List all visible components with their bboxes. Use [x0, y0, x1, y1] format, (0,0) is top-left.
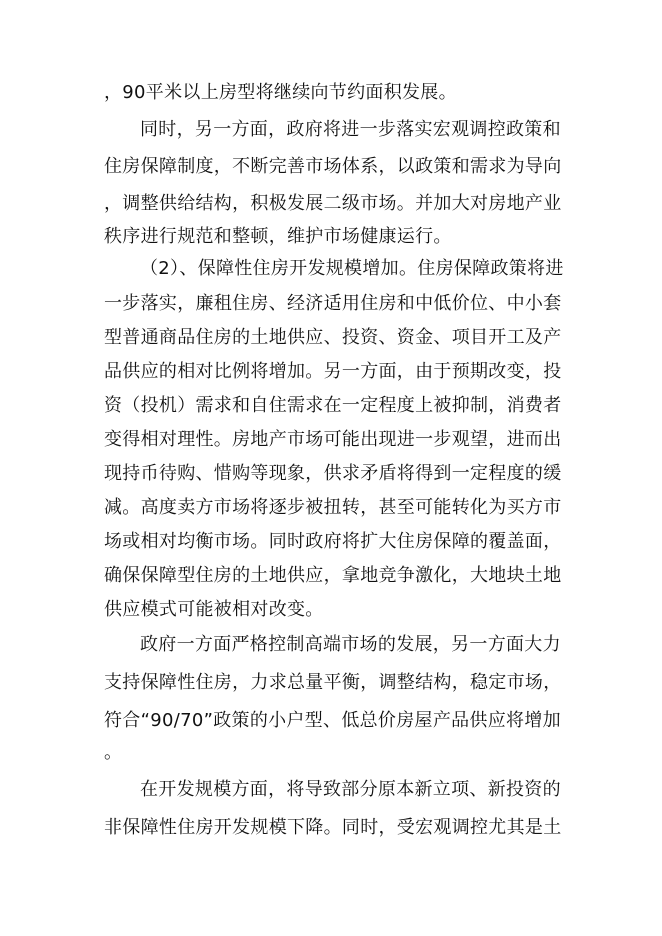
paragraph-start-line: 政府一方面严格控制高端市场的发展，另一方面大力: [140, 634, 561, 655]
text-line: 。: [104, 742, 123, 763]
text-line: 型普通商品住房的土地供应、投资、资金、项目开工及产: [104, 327, 562, 348]
text-line: 确保保障型住房的土地供应，拿地竞争激化，大地块土地: [104, 565, 562, 586]
paragraph-start-line: 同时，另一方面，政府将进一步落实宏观调控政策和: [140, 119, 561, 140]
text-line: 现持币待购、惜购等现象，供求矛盾将得到一定程度的缓: [104, 463, 562, 484]
text-line: 符合“90/70”政策的小户型、低总价房屋产品供应将增加: [104, 710, 561, 731]
text-line: ，调整供给结构，积极发展二级市场。并加大对房地产业: [104, 193, 562, 214]
text-line: 品供应的相对比例将增加。另一方面，由于预期改变，投: [104, 361, 562, 382]
text-line: 住房保障制度，不断完善市场体系，以政策和需求为导向: [104, 156, 562, 177]
paragraph-start-line: （2）、保障性住房开发规模增加。住房保障政策将进: [140, 258, 564, 279]
text-line: 资（投机）需求和自住需求在一定程度上被抑制，消费者: [104, 395, 562, 416]
text-line: 一步落实，廉租住房、经济适用住房和中低价位、中小套: [104, 293, 562, 314]
text-line: 供应模式可能被相对改变。: [104, 599, 324, 620]
paragraph-start-line: 在开发规模方面，将导致部分原本新立项、新投资的: [140, 779, 561, 800]
text-line: 场或相对均衡市场。同时政府将扩大住房保障的覆盖面，: [104, 531, 562, 552]
text-line: 秩序进行规范和整顿，维护市场健康运行。: [104, 226, 452, 247]
text-line: 支持保障性住房，力求总量平衡，调整结构，稳定市场，: [104, 672, 562, 693]
text-line: 非保障性住房开发规模下降。同时，受宏观调控尤其是土: [104, 817, 562, 838]
text-line: 减。高度卖方市场将逐步被扭转，甚至可能转化为买方市: [104, 497, 562, 518]
text-line: 变得相对理性。房地产市场可能出现进一步观望，进而出: [104, 429, 562, 450]
text-line: ，90平米以上房型将继续向节约面积发展。: [104, 82, 457, 103]
